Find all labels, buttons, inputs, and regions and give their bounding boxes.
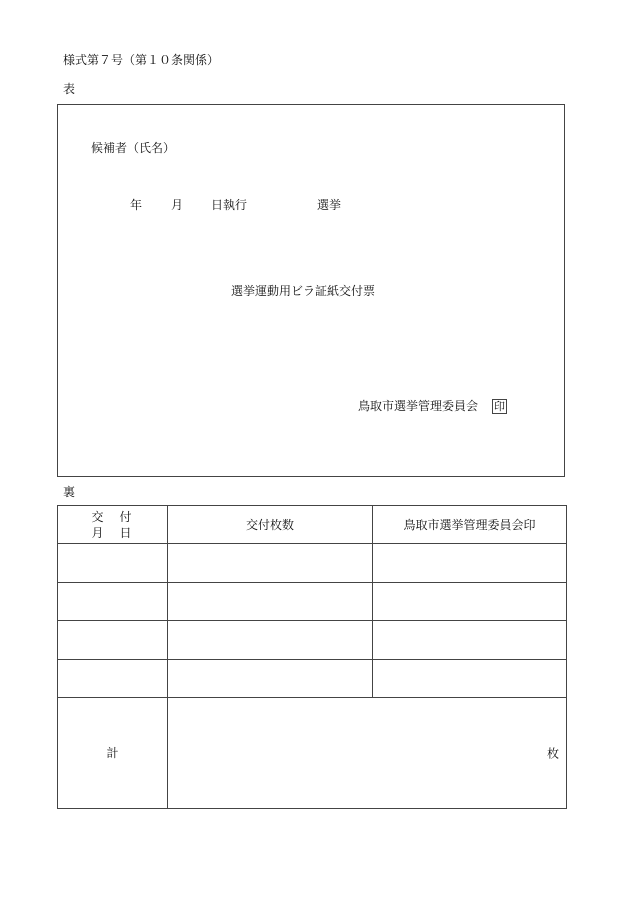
table-row <box>58 659 567 697</box>
seal-cell <box>373 659 567 697</box>
header-issue-date-line2: 月 日 <box>91 525 134 540</box>
header-committee-seal: 鳥取市選挙管理委員会印 <box>373 506 567 544</box>
seal-cell <box>373 544 567 582</box>
header-issue-date <box>58 506 168 544</box>
seal-cell <box>373 621 567 659</box>
front-label: 表 <box>63 82 76 96</box>
count-cell <box>168 544 373 582</box>
header-issue-date-line1: 交 付 <box>91 509 134 524</box>
seal-cell <box>373 582 567 620</box>
count-cell <box>168 621 373 659</box>
header-issue-count: 交付枚数 <box>168 506 373 544</box>
date-cell <box>58 544 168 582</box>
table-row <box>58 544 567 582</box>
total-label: 計 <box>58 697 168 808</box>
form-title: 様式第７号（第１０条関係） <box>63 53 220 67</box>
candidate-label: 候補者（氏名） <box>91 141 176 155</box>
total-value-cell <box>168 697 567 808</box>
table-header-row <box>58 506 567 544</box>
issuer-name: 鳥取市選挙管理委員会 <box>358 399 479 413</box>
back-label: 裏 <box>63 485 76 499</box>
total-unit: 枚 <box>546 746 559 761</box>
count-cell <box>168 582 373 620</box>
table-row <box>58 582 567 620</box>
date-cell <box>58 621 168 659</box>
election-label: 選挙 <box>317 198 342 212</box>
date-cell <box>58 659 168 697</box>
issuance-record-table <box>57 505 567 809</box>
total-row <box>58 697 567 808</box>
count-cell <box>168 659 373 697</box>
seal-mark: 印 <box>494 400 506 413</box>
issuer-line <box>358 399 507 414</box>
date-year-label: 年 <box>130 198 143 212</box>
ticket-title: 選挙運動用ビラ証紙交付票 <box>231 284 376 298</box>
date-day-execution-label: 日執行 <box>211 198 248 212</box>
date-month-label: 月 <box>171 198 184 212</box>
table-row <box>58 621 567 659</box>
front-ticket-box <box>57 104 565 477</box>
date-cell <box>58 582 168 620</box>
